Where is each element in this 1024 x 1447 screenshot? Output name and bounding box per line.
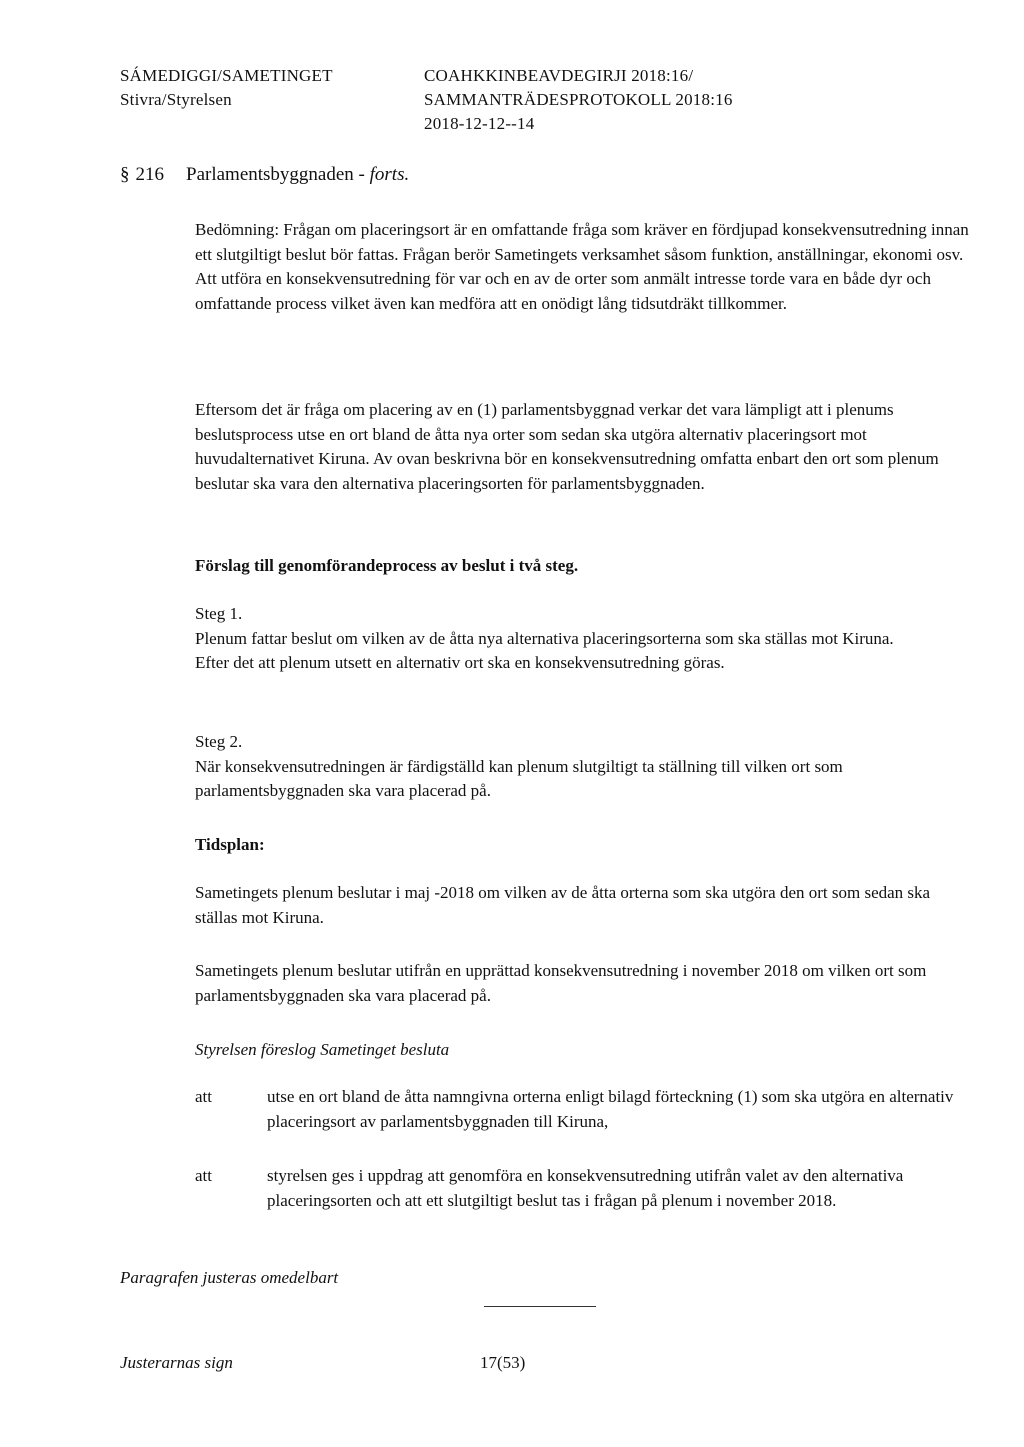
heading-styrelsen: Styrelsen föreslog Sametinget besluta [195, 1040, 450, 1059]
header-right [424, 64, 733, 136]
decision-text: utse en ort bland de åtta namngivna orterna enligt bilagd förteckning (1) som ska utgöra en alternativ placeringsort av parlamentsbyggnaden till Kiruna, [267, 1087, 954, 1131]
protocol-title-sami: COAHKKINBEAVDEGIRJI 2018:16/ [424, 66, 694, 85]
step-2 [195, 730, 970, 804]
protocol-title-swedish: SAMMANTRÄDESPROTOKOLL 2018:16 [424, 90, 733, 109]
step-1-text: Plenum fattar beslut om vilken av de åtta nya alternativa placeringsorterna som ska ställas mot Kiruna. [195, 628, 894, 648]
paragraph-adjusted-note: Paragrafen justeras omedelbart [120, 1268, 339, 1287]
protocol-date: 2018-12-12--14 [424, 114, 535, 133]
paragraph-bedomning: Bedömning: Frågan om placeringsort är en omfattande fråga som kräver en fördjupad konsekvensutredning innan ett slutgiltigt beslut bör fattas. Frågan berör Sametingets verksamhet såsom funktion, anställningar, ekonomi osv. Att utföra en konsekvensutredning för var och en av de orter som anmält intresse torde vara en både dyr och omfattande process vilket även kan medföra att en onödigt lång tidsutdräkt tillkommer. [195, 220, 969, 313]
step-1-followup: Efter det att plenum utsett en alternativ ort ska en konsekvensutredning göras. [195, 653, 725, 672]
heading-forslag: Förslag till genomförandeprocess av beslut i två steg. [195, 556, 579, 575]
paragraph-eftersom: Eftersom det är fråga om placering av en (1) parlamentsbyggnad verkar det vara lämpligt att i plenums beslutsprocess utse en ort bland de åtta nya orter som sedan ska utgöra alternativ placeringsort mot huvudalternativet Kiruna. Av ovan beskrivna bör en konsekvensutredning omfatta enbart den ort som plenum beslutar ska vara den alternativa placeringsorten för parlamentsbyggnaden. [195, 400, 939, 493]
section-heading: Parlamentsbyggnaden - [186, 164, 365, 185]
decision-text: styrelsen ges i uppdrag att genomföra en konsekvensutredning utifrån valet av den alternativa placeringsorten och att ett slutgiltigt beslut tas i frågan på plenum i november 2018. [267, 1166, 904, 1210]
signature-line [484, 1306, 596, 1307]
heading-tidsplan: Tidsplan: [195, 835, 265, 854]
step-1 [195, 602, 970, 676]
decision-keyword: att [195, 1087, 212, 1106]
paragraph-tidsplan-1: Sametingets plenum beslutar i maj -2018 om vilken av de åtta orterna som ska utgöra den ort som sedan ska ställas mot Kiruna. [195, 883, 931, 927]
paragraph-tidsplan-2: Sametingets plenum beslutar utifrån en upprättad konsekvensutredning i november 2018 om vilken ort som parlamentsbyggnaden ska vara placerad på. [195, 961, 927, 1005]
signers-label: Justerarnas sign [120, 1353, 233, 1372]
step-2-text: När konsekvensutredningen är färdigställd kan plenum slutgiltigt ta ställning till vilken ort som parlamentsbyggnaden ska vara placerad på. [195, 756, 843, 800]
decision-keyword: att [195, 1166, 212, 1185]
org-unit: Stivra/Styrelsen [120, 90, 232, 109]
header-left [120, 64, 333, 112]
step-1-label: Steg 1. [195, 604, 243, 623]
section-symbol: § [120, 164, 130, 185]
org-name: SÁMEDIGGI/SAMETINGET [120, 66, 333, 85]
step-2-label: Steg 2. [195, 732, 243, 751]
section-title [120, 163, 409, 187]
section-number: 216 [135, 164, 164, 185]
page-number: 17(53) [480, 1353, 526, 1372]
section-suffix: forts. [369, 164, 410, 185]
